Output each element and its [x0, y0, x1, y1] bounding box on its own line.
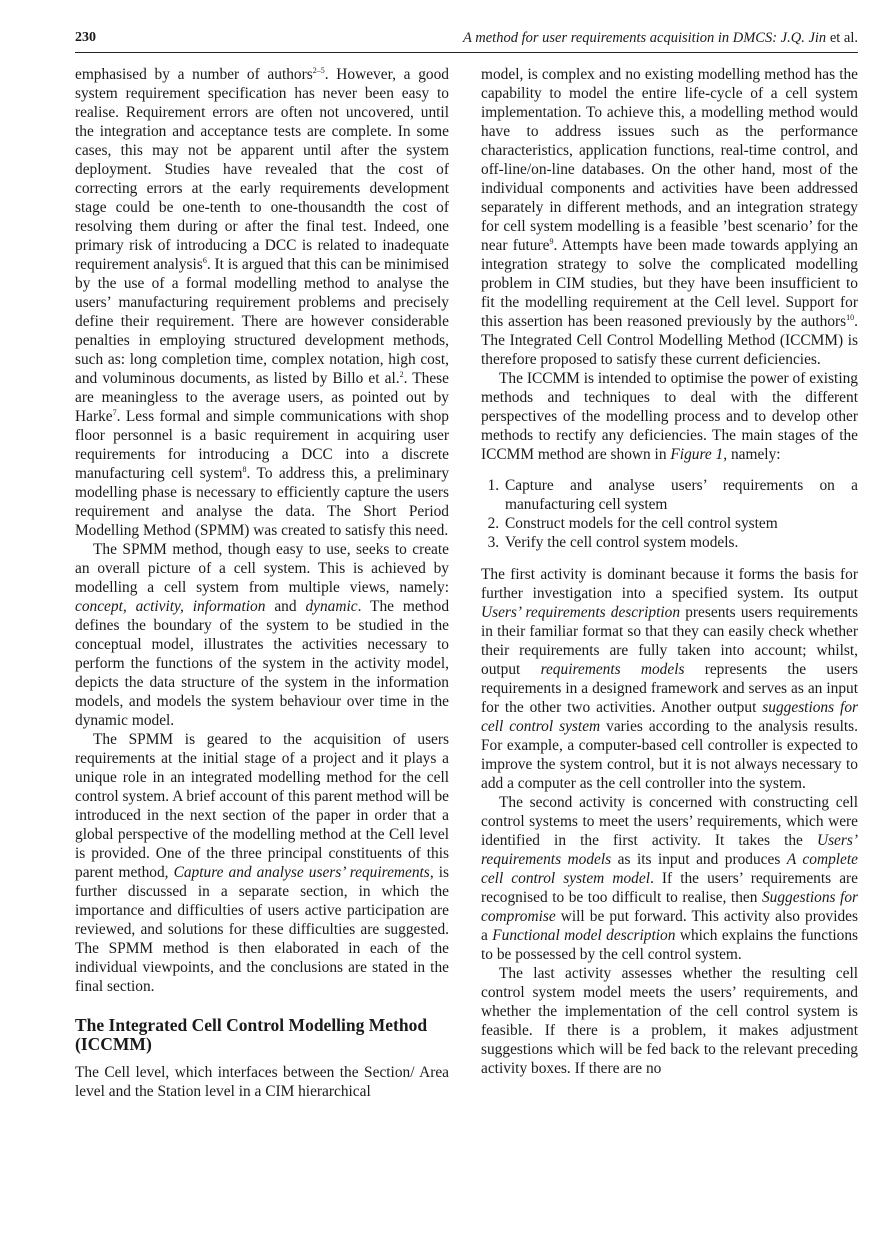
citation: 8: [242, 465, 247, 474]
right-column: [481, 65, 858, 1078]
text: . Attempts have been made towards applying an integration strategy to solve the complicated modelling problem in CIM studies, but they have been insufficient to fit the modelling requirement at the Cell level. Support for this assertion has been reasoned previously by the authors: [481, 237, 858, 330]
citation: 2–5: [312, 66, 325, 75]
text: The SPMM is geared to the acquisition of users requirements at the initial stage of a project and it plays a unique role in an integrated modelling method for the cell control system. A brief account of this parent method will be introduced in the next section of the paper in order that a global perspective of the modelling method at the Cell level is provided. One of the three principal constituents of this parent method,: [75, 731, 449, 881]
emphasis: suggestions for cell control system: [481, 699, 858, 735]
emphasis: dynamic: [305, 598, 358, 615]
text: . Less formal and simple communications with shop floor personnel is a basic requirement in acquiring user requirements for introducing a DCC into a discrete manufacturing cell system: [75, 408, 449, 482]
text: . It is argued that this can be minimised by the use of a formal modelling method to analyse the users’ manufacturing requirement problems and precisely define their requirement. There are however considerable penalties in employing structured development methods, such as: long completion time, complex notation, high cost, and voluminous documents, as listed by Billo et al.: [75, 256, 449, 387]
left-column: [75, 65, 449, 1101]
page-header: [75, 30, 858, 52]
emphasis: Capture and analyse users’ requirements: [173, 864, 430, 881]
paragraph: [481, 565, 858, 793]
text: . The Integrated Cell Control Modelling Method (ICCMM) is therefore proposed to satisfy these current deficiencies.: [481, 313, 858, 368]
paragraph: [75, 65, 449, 540]
text: The SPMM method, though easy to use, seeks to create an overall picture of a cell system. This is achieved by modelling a cell system from multiple views, namely:: [75, 541, 449, 596]
paragraph: [75, 730, 449, 996]
text: represents the users requirements in a designed framework and serves as an input for the other two activities. Another output: [481, 661, 858, 716]
running-title: [463, 30, 858, 47]
text: The second activity is concerned with constructing cell control systems to meet the users’ requirements, which were identified in the first activity. It takes the: [481, 794, 858, 849]
citation: 6: [202, 256, 207, 265]
text: as its input and produces: [611, 851, 787, 868]
header-rule: [75, 52, 858, 53]
paragraph: [481, 369, 858, 464]
list-item: 1. Capture and analyse users’ requirements on a manufacturing cell system: [503, 476, 858, 514]
emphasis: Suggestions for compromise: [481, 889, 859, 925]
text: varies according to the analysis results. For example, a computer-based cell controller is expected to improve the system control, but it is not always necessary to add a computer as the cell controller into the system.: [481, 718, 858, 792]
emphasis: concept, activity, information: [75, 598, 266, 615]
emphasis: A complete cell control system model: [481, 851, 858, 887]
text: which explains the functions to be possessed by the cell control system.: [481, 927, 858, 963]
figure-reference: Figure 1: [670, 446, 724, 463]
stages-list: [481, 476, 858, 552]
text: , namely:: [723, 446, 781, 463]
page-number: 230: [75, 30, 96, 45]
paragraph: [75, 540, 449, 730]
text: . However, a good system requirement specification has never been easy to realise. Requirement errors are often not uncovered, until the integration and acceptance tests are complete. In some cases, this may not be apparent until after the system deployment. Studies have revealed that the cost of correcting errors at the early requirements development stage could be one-tenth to one-thousandth the cost of resolving them during or after the final test. Indeed, one primary risk of introducing a DCC is related to inadequate requirement analysis: [75, 66, 449, 273]
text: . The method defines the boundary of the system to be studied in the conceptual model, illustrates the activities necessary to perform the functions of the system in the activity model, depicts the data structure of the system in the information models, and models the system behaviour over time in the dynamic model.: [75, 598, 450, 729]
emphasis: Users’ requirements description: [481, 604, 681, 621]
citation: 10: [846, 313, 855, 322]
text: presents users requirements in their familiar format so that they can easily check whether their requirements are fully taken into account; whilst, output: [481, 604, 858, 678]
running-title-text: A method for user requirements acquisition in DMCS: J.Q. Jin: [463, 30, 827, 46]
paragraph: The last activity assesses whether the resulting cell control system model meets the users’ requirements, and whether the implementation of the cell control system is feasible. If there is a problem, it makes adjustment suggestions which will be fed back to the relevant preceding activity boxes. If there are no: [481, 965, 858, 1077]
citation: 9: [549, 237, 554, 246]
text: The first activity is dominant because it forms the basis for further investigation into a specified system. Its output: [481, 566, 858, 602]
text: , is further discussed in a separate section, in which the importance and difficulties of users active participation are reviewed, and solutions for these difficulties are suggested. The SPMM method is then elaborated in each of the individual viewpoints, and the conclusions are stated in the final section.: [75, 864, 449, 995]
list-item: 3. Verify the cell control system models.: [503, 533, 858, 552]
text: and: [265, 598, 306, 615]
emphasis: Users’ requirements models: [481, 832, 858, 868]
citation: 7: [112, 408, 117, 417]
text: emphasised by a number of authors: [75, 66, 313, 83]
paragraph: [481, 65, 858, 369]
text: will be put forward. This activity also provides a: [481, 908, 858, 944]
emphasis: requirements models: [540, 661, 685, 678]
section-heading: The Integrated Cell Control Modelling Method (ICCMM): [75, 1015, 428, 1054]
text: The ICCMM is intended to optimise the power of existing methods and techniques to deal with the different perspectives of the modelling process and to develop other methods to rectify any deficiencies. The main stages of the ICCMM method are shown in: [481, 370, 858, 463]
citation: 2: [399, 370, 404, 379]
paragraph: [481, 793, 858, 964]
text: . To address this, a preliminary modelling phase is necessary to efficiently capture the users requirement and analyse the data. The Short Period Modelling Method (SPMM) was created to satisfy this need.: [75, 465, 450, 539]
text: model, is complex and no existing modelling method has the capability to model the entire life-cycle of a cell system implementation. To achieve this, a modelling method would have to address issues such as the performance characteristics, application functions, real-time control, and off-line/on-line databases. On the other hand, most of the individual components and activities have been addressed separately in different methods, and an integration strategy for cell system modelling is a feasible ’best scenario’ for the near future: [481, 66, 858, 254]
list-item: 2. Construct models for the cell control system: [503, 514, 858, 533]
text: . These are meaningless to the average users, as pointed out by Harke: [75, 370, 450, 425]
text: . If the users’ requirements are recognised to be too difficult to realise, then: [481, 870, 858, 906]
paragraph: The Cell level, which interfaces between the Section/ Area level and the Station level in a CIM hierarchical: [75, 1064, 449, 1100]
running-title-suffix: et al.: [826, 30, 858, 46]
emphasis: Functional model description: [492, 927, 676, 944]
